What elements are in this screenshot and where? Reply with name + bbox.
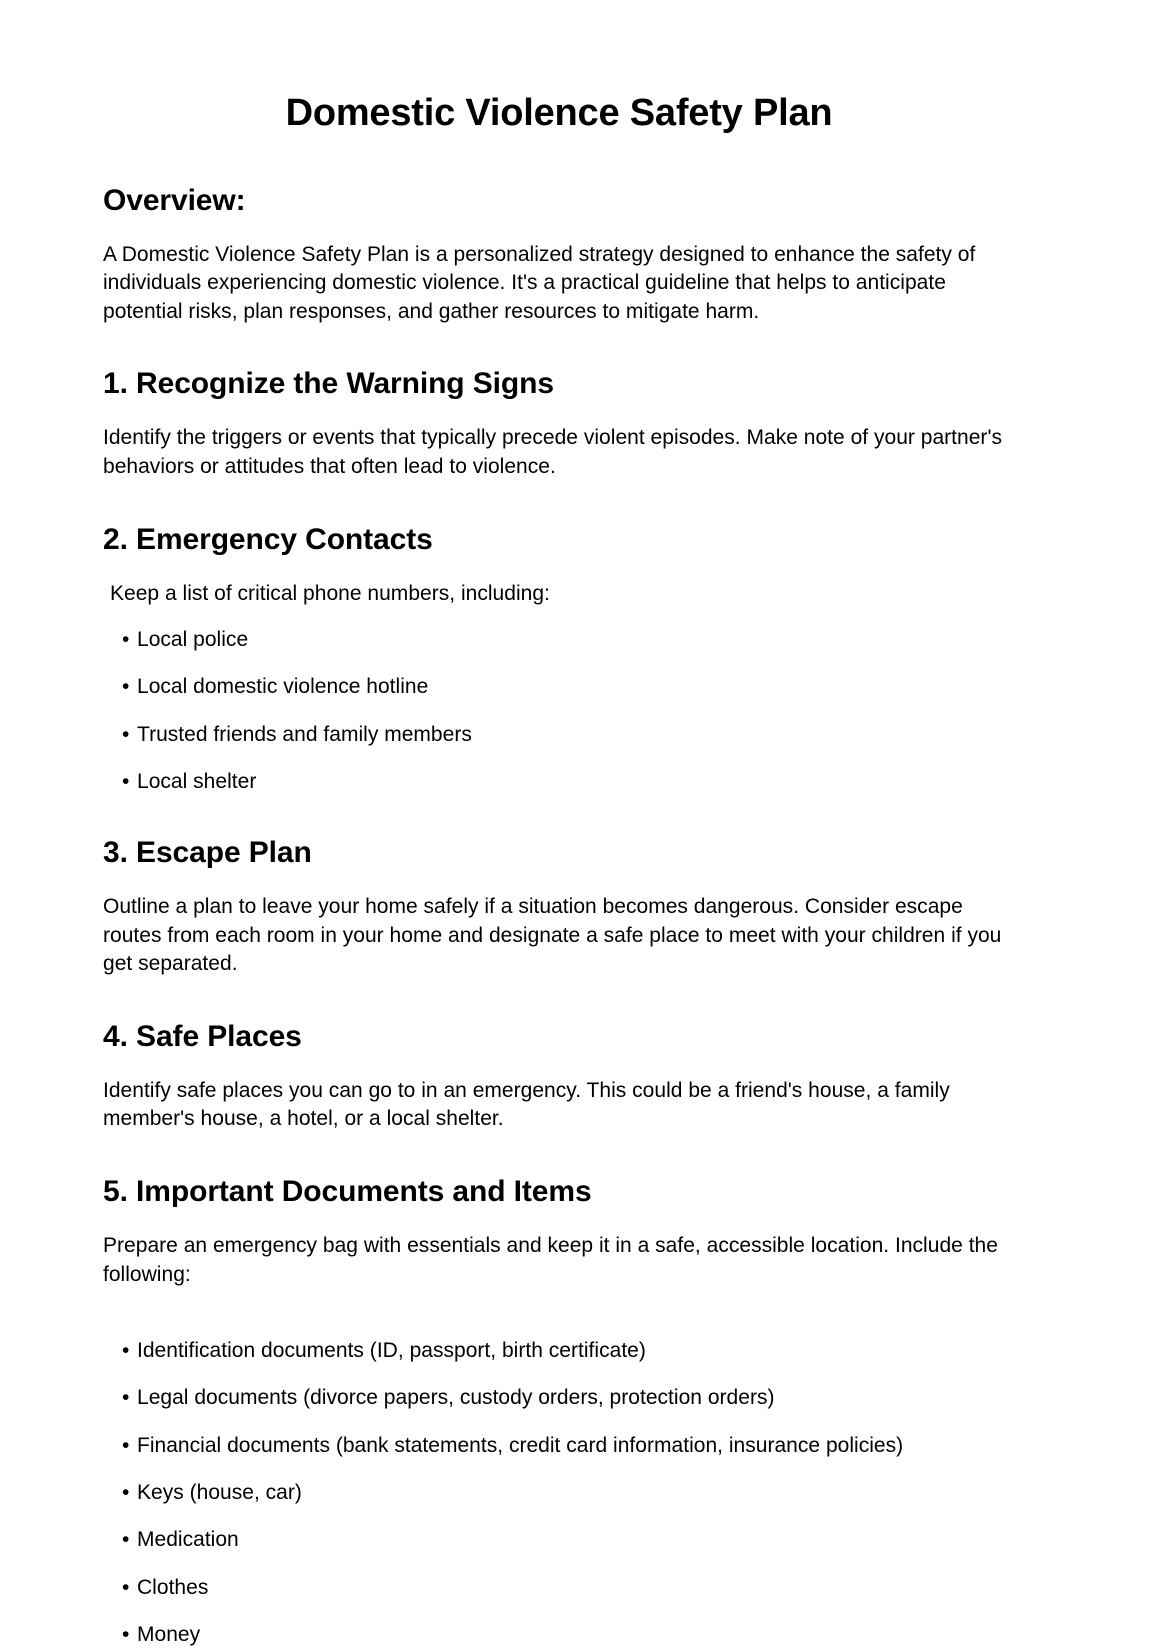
list-item <box>103 673 1015 700</box>
list-item <box>103 1526 1015 1553</box>
bullet-icon: • <box>122 1622 130 1646</box>
list-item <box>103 721 1015 748</box>
list-item-label: Local shelter <box>137 769 257 793</box>
section-heading-safe-places: 4. Safe Places <box>103 1019 302 1053</box>
list-item-label: Trusted friends and family members <box>137 722 472 746</box>
list-item <box>103 1337 1015 1364</box>
bullet-icon: • <box>122 675 130 699</box>
bullet-icon: • <box>122 722 130 746</box>
list-item <box>103 1384 1015 1411</box>
important-documents-list <box>103 1289 1015 1648</box>
list-item <box>103 626 1015 653</box>
emergency-contacts-list <box>103 608 1015 795</box>
list-item-label: Identification documents (ID, passport, birth certificate) <box>137 1339 646 1363</box>
section-heading-overview: Overview: <box>103 183 246 217</box>
list-item-label: Local police <box>137 628 249 652</box>
bullet-icon: • <box>122 769 130 793</box>
section-paragraph-safe-places: Identify safe places you can go to in an emergency. This could be a friend's house, a family member's house, a hotel, or a local shelter. <box>103 1078 950 1131</box>
section-heading-escape-plan: 3. Escape Plan <box>103 836 312 870</box>
section-paragraph-overview: A Domestic Violence Safety Plan is a personalized strategy designed to enhance the safety of individuals experiencing domestic violence. It's a practical guideline that helps to anticipate potential risks, plan responses, and gather resources to mitigate harm. <box>103 242 976 323</box>
section-paragraph-emergency-contacts: Keep a list of critical phone numbers, including: <box>110 581 550 605</box>
list-item <box>103 768 1015 795</box>
section-heading-emergency-contacts: 2. Emergency Contacts <box>103 522 433 556</box>
list-item-label: Local domestic violence hotline <box>137 675 429 699</box>
bullet-icon: • <box>122 1339 130 1363</box>
document-content <box>103 0 1015 1648</box>
list-item-label: Keys (house, car) <box>137 1480 302 1504</box>
list-item-label: Financial documents (bank statements, credit card information, insurance policies) <box>137 1433 904 1457</box>
list-item <box>103 1574 1015 1601</box>
list-item <box>103 1479 1015 1506</box>
page-title: Domestic Violence Safety Plan <box>285 92 833 134</box>
section-heading-important-documents: 5. Important Documents and Items <box>103 1175 592 1208</box>
section-heading-warning-signs: 1. Recognize the Warning Signs <box>103 367 554 401</box>
list-item-label: Clothes <box>137 1575 209 1599</box>
bullet-icon: • <box>122 1386 130 1410</box>
bullet-icon: • <box>122 628 130 652</box>
list-item <box>103 1621 1015 1648</box>
bullet-icon: • <box>122 1528 130 1552</box>
bullet-icon: • <box>122 1480 130 1504</box>
list-item-label: Medication <box>137 1528 239 1552</box>
section-paragraph-important-documents: Prepare an emergency bag with essentials and keep it in a safe, accessible location. Include the following: <box>103 1234 998 1286</box>
list-item-label: Legal documents (divorce papers, custody orders, protection orders) <box>137 1386 775 1410</box>
bullet-icon: • <box>122 1575 130 1599</box>
section-paragraph-escape-plan: Outline a plan to leave your home safely if a situation becomes dangerous. Consider escape routes from each room in your home and designate a safe place to meet with your children if you get separated. <box>103 895 1002 976</box>
bullet-icon: • <box>122 1433 130 1457</box>
list-item-label: Money <box>137 1622 201 1646</box>
section-paragraph-warning-signs: Identify the triggers or events that typically precede violent episodes. Make note of your partner's behaviors or attitudes that often lead to violence. <box>103 426 1002 478</box>
list-item <box>103 1432 1015 1459</box>
